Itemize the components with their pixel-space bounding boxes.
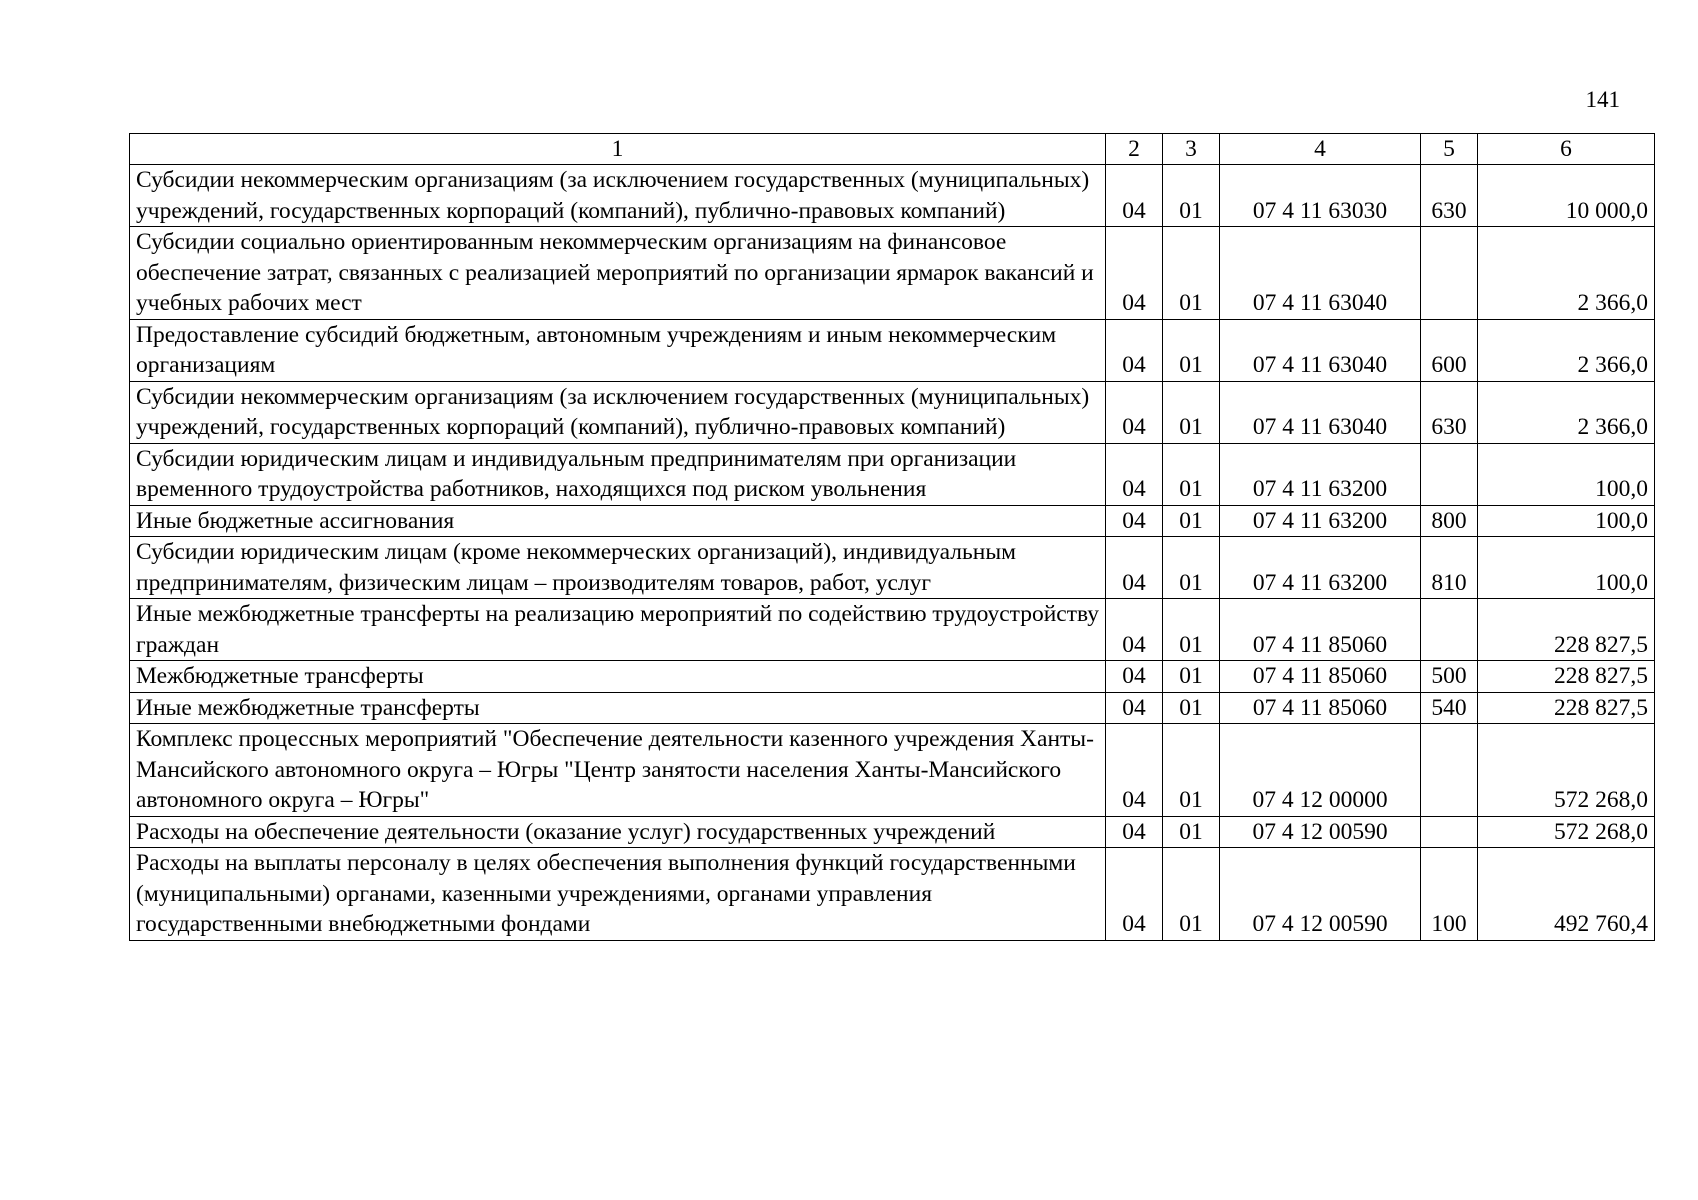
row-subsection-code: 01 — [1163, 319, 1220, 381]
row-amount: 10 000,0 — [1478, 165, 1655, 227]
row-target-article-code: 07 4 11 63040 — [1220, 227, 1421, 320]
row-subsection-code: 01 — [1163, 692, 1220, 724]
row-amount: 228 827,5 — [1478, 599, 1655, 661]
row-subsection-code: 01 — [1163, 505, 1220, 537]
row-expense-type-code: 500 — [1421, 661, 1478, 693]
column-header-2: 2 — [1106, 134, 1163, 165]
row-description: Субсидии некоммерческим организациям (за исключением государственных (муниципальных) учреждений, государственных корпораций (компаний), публично-правовых компаний) — [130, 165, 1106, 227]
row-section-code: 04 — [1106, 505, 1163, 537]
table-row — [130, 848, 1655, 941]
row-description: Субсидии юридическим лицам и индивидуальным предпринимателям при организации временного трудоустройства работников, находящихся под риском увольнения — [130, 443, 1106, 505]
row-target-article-code: 07 4 11 85060 — [1220, 692, 1421, 724]
row-subsection-code: 01 — [1163, 724, 1220, 817]
row-section-code: 04 — [1106, 381, 1163, 443]
row-subsection-code: 01 — [1163, 661, 1220, 693]
row-expense-type-code — [1421, 724, 1478, 817]
row-subsection-code: 01 — [1163, 443, 1220, 505]
table-row — [130, 599, 1655, 661]
budget-table — [129, 133, 1655, 941]
row-subsection-code: 01 — [1163, 816, 1220, 848]
row-description: Иные межбюджетные трансферты — [130, 692, 1106, 724]
row-target-article-code: 07 4 11 85060 — [1220, 599, 1421, 661]
row-subsection-code: 01 — [1163, 537, 1220, 599]
page-number: 141 — [1585, 87, 1620, 112]
row-subsection-code: 01 — [1163, 165, 1220, 227]
row-amount: 492 760,4 — [1478, 848, 1655, 941]
row-description: Расходы на выплаты персоналу в целях обеспечения выполнения функций государственными (муниципальными) органами, казенными учреждениями, органами управления государственными внебюджетными фондами — [130, 848, 1106, 941]
row-target-article-code: 07 4 12 00590 — [1220, 816, 1421, 848]
column-header-3: 3 — [1163, 134, 1220, 165]
row-expense-type-code: 630 — [1421, 165, 1478, 227]
row-section-code: 04 — [1106, 319, 1163, 381]
row-section-code: 04 — [1106, 848, 1163, 941]
row-section-code: 04 — [1106, 661, 1163, 693]
column-header-4: 4 — [1220, 134, 1421, 165]
row-amount: 228 827,5 — [1478, 692, 1655, 724]
table-row — [130, 227, 1655, 320]
row-expense-type-code — [1421, 599, 1478, 661]
row-expense-type-code: 800 — [1421, 505, 1478, 537]
row-subsection-code: 01 — [1163, 599, 1220, 661]
table-row — [130, 692, 1655, 724]
column-header-1: 1 — [130, 134, 1106, 165]
row-expense-type-code: 810 — [1421, 537, 1478, 599]
row-description: Предоставление субсидий бюджетным, автономным учреждениям и иным некоммерческим организациям — [130, 319, 1106, 381]
row-description: Расходы на обеспечение деятельности (оказание услуг) государственных учреждений — [130, 816, 1106, 848]
row-subsection-code: 01 — [1163, 381, 1220, 443]
row-target-article-code: 07 4 12 00000 — [1220, 724, 1421, 817]
row-amount: 100,0 — [1478, 443, 1655, 505]
table-header-row — [130, 134, 1655, 165]
row-section-code: 04 — [1106, 537, 1163, 599]
row-expense-type-code: 540 — [1421, 692, 1478, 724]
row-expense-type-code — [1421, 227, 1478, 320]
table-row — [130, 816, 1655, 848]
row-target-article-code: 07 4 11 63040 — [1220, 319, 1421, 381]
table-row — [130, 381, 1655, 443]
row-description: Межбюджетные трансферты — [130, 661, 1106, 693]
row-amount: 2 366,0 — [1478, 319, 1655, 381]
column-header-5: 5 — [1421, 134, 1478, 165]
row-amount: 228 827,5 — [1478, 661, 1655, 693]
row-target-article-code: 07 4 11 63200 — [1220, 443, 1421, 505]
table-row — [130, 443, 1655, 505]
row-section-code: 04 — [1106, 692, 1163, 724]
row-subsection-code: 01 — [1163, 848, 1220, 941]
row-description: Иные межбюджетные трансферты на реализацию мероприятий по содействию трудоустройству граждан — [130, 599, 1106, 661]
table-row — [130, 505, 1655, 537]
table-row — [130, 537, 1655, 599]
row-target-article-code: 07 4 12 00590 — [1220, 848, 1421, 941]
row-target-article-code: 07 4 11 63040 — [1220, 381, 1421, 443]
row-amount: 2 366,0 — [1478, 381, 1655, 443]
row-expense-type-code — [1421, 443, 1478, 505]
row-section-code: 04 — [1106, 165, 1163, 227]
row-description: Субсидии социально ориентированным некоммерческим организациям на финансовое обеспечение затрат, связанных с реализацией мероприятий по организации ярмарок вакансий и учебных рабочих мест — [130, 227, 1106, 320]
row-amount: 100,0 — [1478, 537, 1655, 599]
row-expense-type-code: 100 — [1421, 848, 1478, 941]
row-amount: 100,0 — [1478, 505, 1655, 537]
table-row — [130, 724, 1655, 817]
table-row — [130, 165, 1655, 227]
row-section-code: 04 — [1106, 599, 1163, 661]
row-description: Комплекс процессных мероприятий "Обеспечение деятельности казенного учреждения Ханты-Мансийского автономного округа – Югры "Центр занятости населения Ханты-Мансийского автономного округа – Югры" — [130, 724, 1106, 817]
row-subsection-code: 01 — [1163, 227, 1220, 320]
row-section-code: 04 — [1106, 443, 1163, 505]
row-expense-type-code — [1421, 816, 1478, 848]
row-amount: 572 268,0 — [1478, 816, 1655, 848]
table-row — [130, 661, 1655, 693]
row-target-article-code: 07 4 11 63030 — [1220, 165, 1421, 227]
row-description: Иные бюджетные ассигнования — [130, 505, 1106, 537]
row-target-article-code: 07 4 11 63200 — [1220, 505, 1421, 537]
row-expense-type-code: 630 — [1421, 381, 1478, 443]
row-section-code: 04 — [1106, 816, 1163, 848]
table-row — [130, 319, 1655, 381]
row-section-code: 04 — [1106, 227, 1163, 320]
row-section-code: 04 — [1106, 724, 1163, 817]
row-expense-type-code: 600 — [1421, 319, 1478, 381]
row-target-article-code: 07 4 11 63200 — [1220, 537, 1421, 599]
row-description: Субсидии некоммерческим организациям (за исключением государственных (муниципальных) учреждений, государственных корпораций (компаний), публично-правовых компаний) — [130, 381, 1106, 443]
row-description: Субсидии юридическим лицам (кроме некоммерческих организаций), индивидуальным предпринимателям, физическим лицам – производителям товаров, работ, услуг — [130, 537, 1106, 599]
row-amount: 572 268,0 — [1478, 724, 1655, 817]
column-header-6: 6 — [1478, 134, 1655, 165]
row-target-article-code: 07 4 11 85060 — [1220, 661, 1421, 693]
row-amount: 2 366,0 — [1478, 227, 1655, 320]
